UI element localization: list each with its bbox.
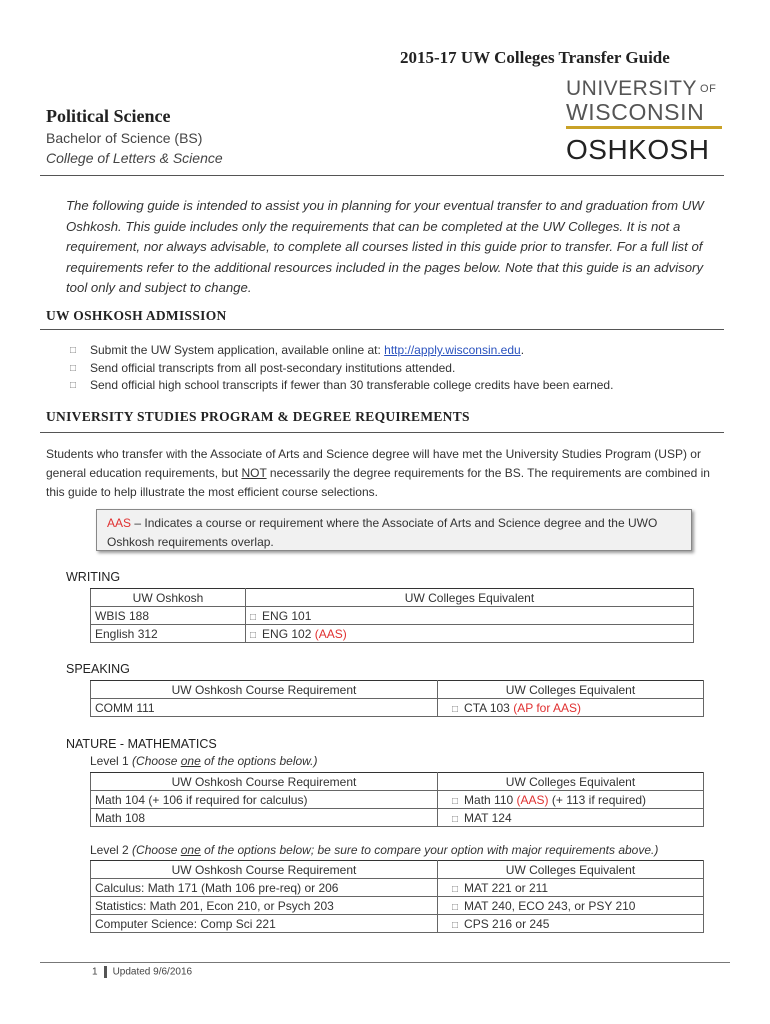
col-header: UW Oshkosh [91,589,246,607]
table-row: Calculus: Math 171 (Math 106 pre-req) or 206 □ MAT 221 or 211 [91,879,704,897]
speaking-label: SPEAKING [66,662,130,676]
usp-heading: UNIVERSITY STUDIES PROGRAM & DEGREE REQUIREMENTS [46,409,470,424]
table-row: Computer Science: Comp Sci 221 □ CPS 216 or 245 [91,915,704,933]
col-header: UW Colleges Equivalent [438,681,704,699]
university-logo [566,78,736,165]
checkbox-icon: □ [70,362,77,374]
program-name: Political Science [46,106,171,126]
math-level2-table [90,860,704,933]
list-item: □ Submit the UW System application, available online at: http://apply.wisconsin.edu. [70,342,613,360]
table-header-row [91,861,704,879]
math-label: NATURE - MATHEMATICS [66,737,217,751]
table-row: Math 108 □ MAT 124 [91,809,704,827]
writing-label: WRITING [66,570,121,584]
logo-line-university: UNIVERSITY [566,77,698,100]
math-level1-label: Level 1 (Choose one of the options below.) [90,754,318,768]
checkbox-icon: □ [452,901,459,913]
admission-heading: UW OSHKOSH ADMISSION [46,308,227,323]
col-header: UW Oshkosh Course Requirement [91,681,438,699]
page-title: 2015-17 UW Colleges Transfer Guide [400,48,670,67]
col-header: UW Oshkosh Course Requirement [91,773,438,791]
aas-label: AAS [107,516,132,530]
table-header-row [91,589,694,607]
logo-of: OF [700,83,717,95]
page-number: 1 [92,966,98,978]
table-row: WBIS 188 □ ENG 101 [91,607,694,625]
aas-note-box [96,509,692,551]
table-header-row [91,681,704,699]
usp-paragraph: Students who transfer with the Associate of Arts and Science degree will have met the University Studies Program (USP) or general education requirements, but NOT necessarily the degree requirements for the BS. The requirements are combined in this guide to help illustrate the most efficient course selections. [46,447,710,499]
checkbox-icon: □ [452,813,459,825]
checkbox-icon: □ [70,345,77,356]
header-divider [40,175,724,176]
intro-paragraph: The following guide is intended to assist you in planning for your eventual transfer to and graduation from UW Oshkosh. This guide includes only the requirements that can be completed at the UW Colleges. It is not a requirement, nor always advisable, to complete all courses listed in this guide prior to transfer. For a full list of requirements refer to the additional resources included in the pages below. Note that this guide is an advisory tool only and subject to change. [66,198,704,295]
logo-line-oshkosh: OSHKOSH [566,134,710,165]
col-header: UW Colleges Equivalent [246,589,694,607]
degree-name: Bachelor of Science (BS) [46,130,203,146]
math-level2-label: Level 2 (Choose one of the options below; be sure to compare your option with major requirements above.) [90,843,659,857]
checkbox-icon: □ [452,919,459,931]
logo-gold-bar [566,126,722,129]
apply-link[interactable]: http://apply.wisconsin.edu [384,343,521,357]
checkbox-icon: □ [452,703,459,715]
writing-table [90,588,694,643]
page-footer [92,966,192,978]
footer-bar [104,966,107,978]
admission-divider [40,329,724,330]
aas-note-text: – Indicates a course or requirement where the Associate of Arts and Science degree and the UWO Oshkosh requirements overlap. [107,516,658,549]
checkbox-icon: □ [452,795,459,807]
col-header: UW Oshkosh Course Requirement [91,861,438,879]
checkbox-icon: □ [70,380,77,391]
updated-date: Updated 9/6/2016 [112,966,193,978]
list-item: □ Send official transcripts from all post-secondary institutions attended. [70,360,613,378]
math-level1-table [90,772,704,827]
table-row: English 312 □ ENG 102 (AAS) [91,625,694,643]
admission-list [70,342,613,395]
checkbox-icon: □ [250,611,257,623]
table-row: COMM 111 □ CTA 103 (AP for AAS) [91,699,704,717]
logo-line-wisconsin: WISCONSIN [566,99,705,125]
table-row: Statistics: Math 201, Econ 210, or Psych 203 □ MAT 240, ECO 243, or PSY 210 [91,897,704,915]
list-item: □ Send official high school transcripts if fewer than 30 transferable college credits have been earned. [70,377,613,395]
checkbox-icon: □ [250,629,257,641]
col-header: UW Colleges Equivalent [438,861,704,879]
college-name: College of Letters & Science [46,150,223,166]
footer-divider [40,962,730,963]
table-row: Math 104 (+ 106 if required for calculus) □ Math 110 (AAS) (+ 113 if required) [91,791,704,809]
table-header-row [91,773,704,791]
speaking-table [90,680,704,717]
checkbox-icon: □ [452,883,459,895]
col-header: UW Colleges Equivalent [438,773,704,791]
usp-divider [40,432,724,433]
